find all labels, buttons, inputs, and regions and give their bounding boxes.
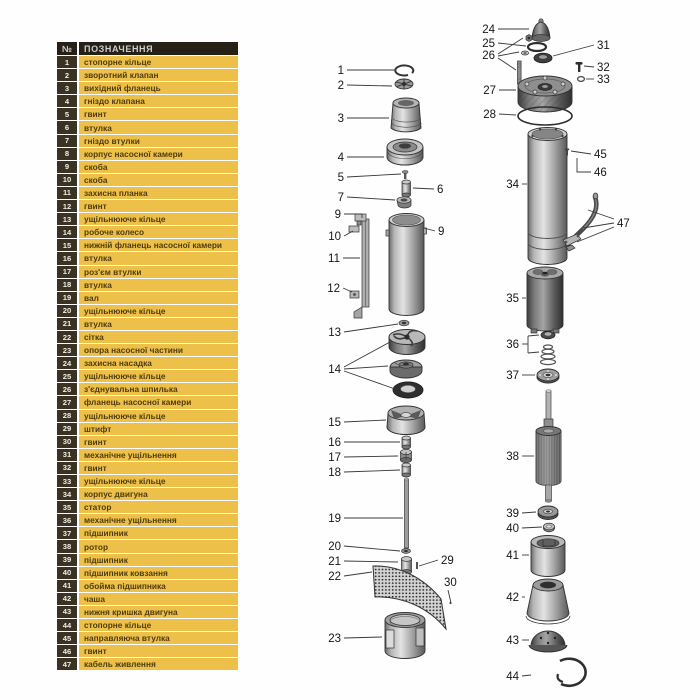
- table-row: [57, 56, 238, 68]
- part-name: фланець насосної камери: [79, 396, 238, 408]
- table-row: [57, 606, 238, 618]
- table-row: [57, 658, 238, 670]
- part-number: 24: [57, 357, 77, 369]
- callout-leader: [571, 151, 591, 154]
- part-slide-bearing-illustration: [544, 523, 555, 532]
- table-row: [57, 645, 238, 657]
- part-name: підшипник: [79, 554, 238, 566]
- part-number: 47: [57, 658, 77, 670]
- table-row: [57, 292, 238, 304]
- callout-label: 41: [506, 550, 519, 562]
- callout-label: 19: [328, 513, 341, 525]
- callout-leader: [553, 45, 594, 56]
- part-number: 16: [57, 252, 77, 264]
- table-row: [57, 527, 238, 539]
- callout-label: 14: [328, 364, 341, 376]
- table-row: [57, 279, 238, 291]
- part-name: з'єднувальна шпилька: [79, 383, 238, 395]
- callout-leader: [522, 675, 531, 676]
- part-bearing-37-illustration: [537, 369, 559, 383]
- part-number: 45: [57, 632, 77, 644]
- table-row: [57, 95, 238, 107]
- callout-leader: [344, 546, 400, 551]
- callout-label: 33: [597, 74, 610, 86]
- callout-label: 4: [337, 152, 344, 164]
- part-number: 44: [57, 619, 77, 631]
- part-valve-seat-illustration: [387, 139, 423, 165]
- part-name: роз'єм втулки: [79, 266, 238, 278]
- table-row: [57, 488, 238, 500]
- callout-label: 20: [328, 541, 341, 553]
- part-retaining-ring-illustration: [395, 65, 413, 75]
- part-name: стопорне кільце: [79, 56, 238, 68]
- callout-label: 45: [594, 149, 607, 161]
- part-name: гвинт: [79, 200, 238, 212]
- table-row: [57, 593, 238, 605]
- callout-label: 30: [444, 577, 457, 589]
- part-impeller-stack-illustration: [389, 330, 425, 399]
- part-number: 10: [57, 174, 77, 186]
- table-row: [57, 632, 238, 644]
- callout-label: 18: [328, 467, 341, 479]
- part-number: 15: [57, 239, 77, 251]
- part-number: 36: [57, 514, 77, 526]
- callout-leader: [347, 174, 401, 177]
- part-name: втулка: [79, 279, 238, 291]
- callout-label: 15: [328, 417, 341, 429]
- part-number: 28: [57, 410, 77, 422]
- part-bowl-illustration: [526, 579, 570, 624]
- part-name: ущільнююче кільце: [79, 410, 238, 422]
- callout-label: 10: [328, 231, 341, 243]
- part-name: нижній фланець насосної камери: [79, 239, 238, 251]
- part-name: обойма підшипника: [79, 580, 238, 592]
- part-number: 31: [57, 449, 77, 461]
- part-number: 29: [57, 423, 77, 435]
- part-name: гніздо клапана: [79, 95, 238, 107]
- callout-label: 1: [337, 65, 344, 77]
- part-name: зворотний клапан: [79, 69, 238, 81]
- part-shaft-illustration: [405, 478, 409, 548]
- part-output-flange-illustration: [391, 98, 422, 132]
- part-name: підшипник: [79, 527, 238, 539]
- part-number: 38: [57, 540, 77, 552]
- callout-leader: [344, 342, 390, 367]
- part-name: механічне ущільнення: [79, 514, 238, 526]
- table-row: [57, 331, 238, 343]
- part-number: 21: [57, 318, 77, 330]
- part-name: механічне ущільнення: [79, 449, 238, 461]
- callout-label: 9: [438, 226, 445, 238]
- table-row: [57, 252, 238, 264]
- part-name: підшипник ковзання: [79, 567, 238, 579]
- table-row: [57, 148, 238, 160]
- callout-label: 32: [597, 62, 610, 74]
- callout-leader: [344, 637, 382, 638]
- part-number: 37: [57, 527, 77, 539]
- part-seal-ring-13-illustration: [399, 320, 409, 326]
- table-row: [57, 121, 238, 133]
- part-number: 6: [57, 121, 77, 133]
- callout-label: 46: [594, 167, 607, 179]
- callout-leader: [344, 470, 400, 472]
- part-number: 42: [57, 593, 77, 605]
- part-name: кабель живлення: [79, 658, 238, 670]
- parts-table: [57, 42, 238, 671]
- callout-leader: [498, 58, 516, 70]
- table-row: [57, 514, 238, 526]
- part-number: 9: [57, 161, 77, 173]
- table-row: [57, 475, 238, 487]
- part-name: гніздо втулки: [79, 135, 238, 147]
- part-name: направляюча втулка: [79, 632, 238, 644]
- part-name: гвинт: [79, 645, 238, 657]
- part-number: 14: [57, 226, 77, 238]
- table-header-no: №: [57, 42, 77, 55]
- callout-leader: [522, 512, 536, 513]
- table-row: [57, 540, 238, 552]
- part-number: 7: [57, 135, 77, 147]
- part-name: сітка: [79, 331, 238, 343]
- part-name: корпус двигуна: [79, 488, 238, 500]
- callout-labels: [327, 24, 630, 683]
- part-number: 13: [57, 213, 77, 225]
- part-number: 8: [57, 148, 77, 160]
- diagram-area: [240, 0, 700, 700]
- callout-leader: [498, 38, 523, 54]
- part-number: 30: [57, 436, 77, 448]
- part-number: 40: [57, 567, 77, 579]
- callout-leader: [347, 85, 392, 86]
- callout-label: 6: [437, 184, 444, 196]
- part-name: ущільнююче кільце: [79, 213, 238, 225]
- part-name: нижня кришка двигуна: [79, 606, 238, 618]
- callout-leader: [344, 231, 353, 236]
- part-number: 43: [57, 606, 77, 618]
- part-number: 19: [57, 292, 77, 304]
- part-number: 39: [57, 554, 77, 566]
- table-row: [57, 213, 238, 225]
- callout-label: 24: [482, 24, 495, 36]
- table-row: [57, 226, 238, 238]
- callout-label: 26: [482, 50, 495, 62]
- callout-label: 25: [482, 38, 495, 50]
- callout-label: 44: [506, 671, 519, 683]
- table-row: [57, 357, 238, 369]
- part-name: втулка: [79, 121, 238, 133]
- part-name: опора насосної частини: [79, 344, 238, 356]
- callout-label: 28: [483, 109, 496, 121]
- part-number: 25: [57, 370, 77, 382]
- part-mech-seal-31-illustration: [534, 53, 552, 63]
- callout-leader: [522, 527, 542, 528]
- part-number: 22: [57, 331, 77, 343]
- callout-label: 17: [328, 452, 341, 464]
- callout-leader: [584, 66, 594, 67]
- part-retaining-ring-44-illustration: [558, 659, 586, 686]
- part-number: 34: [57, 488, 77, 500]
- callout-label: 47: [617, 218, 630, 230]
- part-oring-25-illustration: [528, 43, 546, 51]
- part-number: 23: [57, 344, 77, 356]
- table-row: [57, 580, 238, 592]
- exploded-view-diagram: [240, 0, 700, 700]
- part-number: 20: [57, 305, 77, 317]
- part-name: гвинт: [79, 108, 238, 120]
- part-number: 11: [57, 187, 77, 199]
- part-name: ущільнююче кільце: [79, 475, 238, 487]
- table-row: [57, 200, 238, 212]
- table-row: [57, 187, 238, 199]
- callout-label: 36: [506, 339, 519, 351]
- table-row: [57, 462, 238, 474]
- table-row: [57, 344, 238, 356]
- table-row: [57, 396, 238, 408]
- table-row: [57, 305, 238, 317]
- callout-label: 40: [506, 523, 519, 535]
- callout-leader: [344, 572, 372, 576]
- part-number: 27: [57, 396, 77, 408]
- part-number: 2: [57, 69, 77, 81]
- callout-leader: [419, 560, 438, 566]
- part-number: 35: [57, 501, 77, 513]
- callout-label: 22: [328, 571, 341, 583]
- table-row: [57, 501, 238, 513]
- part-split-bushing-illustration: [401, 449, 412, 462]
- part-name: вихідний фланець: [79, 82, 238, 94]
- part-bottom-cover-illustration: [529, 631, 567, 652]
- callout-label: 9: [334, 209, 341, 221]
- callout-leader: [413, 188, 434, 189]
- callout-label: 38: [506, 451, 519, 463]
- part-name: статор: [79, 501, 238, 513]
- part-bearing-holder-illustration: [531, 536, 565, 577]
- table-header: [57, 42, 238, 55]
- callout-leader: [499, 114, 516, 115]
- callout-label: 34: [506, 179, 519, 191]
- callout-leader: [528, 352, 539, 353]
- part-number: 41: [57, 580, 77, 592]
- part-name: захисна насадка: [79, 357, 238, 369]
- callout-label: 2: [337, 80, 344, 92]
- table-header-name: ПОЗНАЧЕННЯ: [79, 42, 238, 55]
- callout-leader: [448, 590, 451, 603]
- callout-label: 29: [441, 555, 454, 567]
- table-row: [57, 318, 238, 330]
- part-name: захисна планка: [79, 187, 238, 199]
- part-stud-set-illustration: [518, 35, 533, 85]
- part-name: скоба: [79, 161, 238, 173]
- part-seal-ring-20-illustration: [402, 549, 411, 554]
- part-pump-chamber-housing-illustration: [386, 214, 427, 316]
- part-protective-cap-illustration: [532, 19, 550, 42]
- part-number: 18: [57, 279, 77, 291]
- callout-leader: [344, 324, 398, 332]
- part-name: вал: [79, 292, 238, 304]
- part-bushing-18-illustration: [402, 463, 411, 477]
- part-pump-support-illustration: [385, 613, 425, 659]
- callout-label: 5: [337, 172, 344, 184]
- table-row: [57, 174, 238, 186]
- part-stator-illustration: [527, 267, 563, 333]
- part-name: робоче колесо: [79, 226, 238, 238]
- part-name: гвинт: [79, 462, 238, 474]
- callout-label: 39: [506, 508, 519, 520]
- part-name: ущільнююче кільце: [79, 370, 238, 382]
- table-rows: [57, 56, 238, 670]
- callout-label: 16: [328, 437, 341, 449]
- table-row: [57, 108, 238, 120]
- callout-leader: [528, 335, 539, 336]
- part-bushing-6-illustration: [402, 180, 411, 197]
- part-number: 12: [57, 200, 77, 212]
- table-row: [57, 619, 238, 631]
- callout-leader: [344, 371, 395, 389]
- part-bearing-39-illustration: [538, 506, 558, 520]
- part-number: 33: [57, 475, 77, 487]
- part-rotor-illustration: [536, 390, 561, 503]
- part-name: втулка: [79, 318, 238, 330]
- table-row: [57, 69, 238, 81]
- part-number: 3: [57, 82, 77, 94]
- callout-label: 12: [327, 283, 340, 295]
- table-row: [57, 370, 238, 382]
- table-row: [57, 135, 238, 147]
- table-row: [57, 410, 238, 422]
- table-row: [57, 554, 238, 566]
- table-row: [57, 423, 238, 435]
- part-number: 5: [57, 108, 77, 120]
- part-name: стопорне кільце: [79, 619, 238, 631]
- callout-leader: [343, 288, 352, 292]
- part-number: 26: [57, 383, 77, 395]
- part-pin-illustration: [416, 562, 418, 569]
- part-protective-strip-illustration: [349, 214, 369, 318]
- part-screw-5-illustration: [402, 171, 408, 179]
- part-bushing-16-illustration: [402, 436, 411, 449]
- callout-label: 13: [328, 327, 341, 339]
- callout-label: 7: [337, 192, 344, 204]
- part-number: 4: [57, 95, 77, 107]
- callout-label: 35: [506, 293, 519, 305]
- table-row: [57, 567, 238, 579]
- table-row: [57, 82, 238, 94]
- part-oring-33-illustration: [578, 77, 585, 82]
- callout-leader: [347, 197, 395, 200]
- table-row: [57, 449, 238, 461]
- callout-label: 42: [506, 592, 519, 604]
- callout-label: 23: [328, 633, 341, 645]
- callout-leader: [344, 561, 398, 562]
- part-name: ущільнююче кільце: [79, 305, 238, 317]
- part-name: корпус насосної камери: [79, 148, 238, 160]
- part-name: ротор: [79, 540, 238, 552]
- callout-leader: [577, 158, 591, 172]
- part-number: 1: [57, 56, 77, 68]
- part-screw-32-illustration: [576, 62, 583, 72]
- part-motor-housing-illustration: [528, 128, 567, 265]
- part-name: гвинт: [79, 436, 238, 448]
- table-row: [57, 436, 238, 448]
- table-row: [57, 266, 238, 278]
- callout-label: 11: [328, 253, 340, 265]
- part-number: 32: [57, 462, 77, 474]
- part-name: втулка: [79, 252, 238, 264]
- callout-leader: [344, 420, 386, 422]
- part-mech-seal-36-illustration: [541, 331, 556, 364]
- callout-label: 3: [337, 113, 344, 125]
- table-row: [57, 239, 238, 251]
- callout-leader: [498, 52, 519, 56]
- callout-label: 37: [506, 370, 519, 382]
- callout-leader: [344, 366, 388, 369]
- part-bushing-seat-illustration: [397, 197, 411, 208]
- part-name: скоба: [79, 174, 238, 186]
- part-power-cable-illustration: [563, 193, 598, 251]
- table-row: [57, 383, 238, 395]
- part-number: 17: [57, 266, 77, 278]
- callout-label: 21: [328, 556, 341, 568]
- table-row: [57, 161, 238, 173]
- callout-label: 31: [597, 40, 610, 52]
- part-name: чаша: [79, 593, 238, 605]
- callout-label: 27: [483, 85, 496, 97]
- part-check-valve-illustration: [395, 79, 413, 89]
- part-lower-flange-illustration: [387, 406, 425, 435]
- part-name: штифт: [79, 423, 238, 435]
- callout-label: 43: [506, 635, 519, 647]
- callout-leader: [344, 456, 398, 457]
- part-number: 46: [57, 645, 77, 657]
